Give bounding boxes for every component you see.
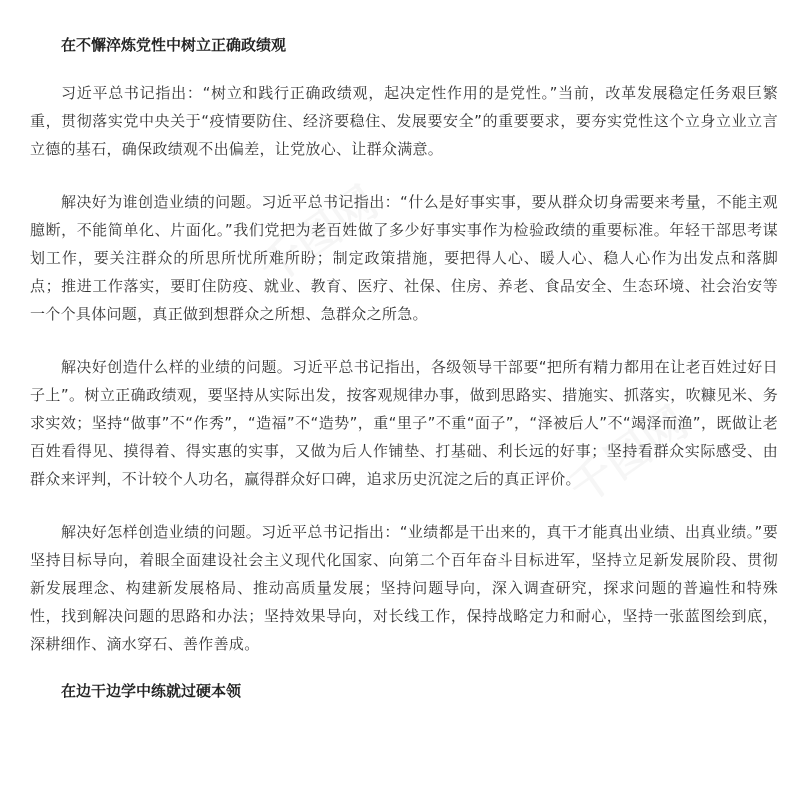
article-body: [30, 24, 778, 703]
paragraph-intro: 习近平总书记指出：“树立和践行正确政绩观，起决定性作用的是党性。”当前，改革发展稳定任务艰巨繁重，贯彻落实党中央关于“疫情要防住、经济要稳住、发展要安全”的重要要求，要夯实党性这个立身立业立言立德的基石，确保政绩观不出偏差，让党放心、让群众满意。: [30, 84, 778, 159]
paragraph-how-to-achieve: 解决好怎样创造业绩的问题。习近平总书记指出：“业绩都是干出来的，真干才能真出业绩、出真业绩。”要坚持目标导向，着眼全面建设社会主义现代化国家、向第二个百年奋斗目标进军，坚持立足新发展阶段、贯彻新发展理念、构建新发展格局、推动高质量发展；坚持问题导向，深入调查研究，探求问题的普遍性和特殊性，找到解决问题的思路和办法；坚持效果导向，对长线工作，保持战略定力和耐心，坚持一张蓝图绘到底，深耕细作、滴水穿石、善作善成。: [30, 522, 778, 654]
paragraph-for-whom: 解决好为谁创造业绩的问题。习近平总书记指出：“什么是好事实事，要从群众切身需要来考量，不能主观臆断，不能简单化、片面化。”我们党把为老百姓做了多少好事实事作为检验政绩的重要标准。年轻干部思考谋划工作，要关注群众的所思所忧所难所盼；制定政策措施，要把得人心、暖人心、稳人心作为出发点和落脚点；推进工作落实，要盯住防疫、就业、教育、医疗、社保、住房、养老、食品安全、生态环境、社会治安等一个个具体问题，真正做到想群众之所想、急群众之所急。: [30, 192, 778, 324]
paragraph-what-achievements: 解决好创造什么样的业绩的问题。习近平总书记指出，各级领导干部要“把所有精力都用在让老百姓过好日子上”。树立正确政绩观，要坚持从实际出发，按客观规律办事，做到思路实、措施实、抓落实，吹糠见米、务求实效；坚持“做事”不“作秀”，“造福”不“造势”，重“里子”不重“面子”，“泽被后人”不“竭泽而渔”，既做让老百姓看得见、摸得着、得实惠的实事，又做为后人作铺垫、打基础、利长远的好事；坚持看群众实际感受、由群众来评判，不计较个人功名，赢得群众好口碑，追求历史沉淀之后的真正评价。: [30, 357, 778, 489]
section-heading-party-spirit: 在不懈淬炼党性中树立正确政绩观: [61, 36, 287, 54]
section-heading-learning: 在边干边学中练就过硬本领: [61, 681, 242, 700]
truncated-previous-line: [30, 0, 380, 2]
